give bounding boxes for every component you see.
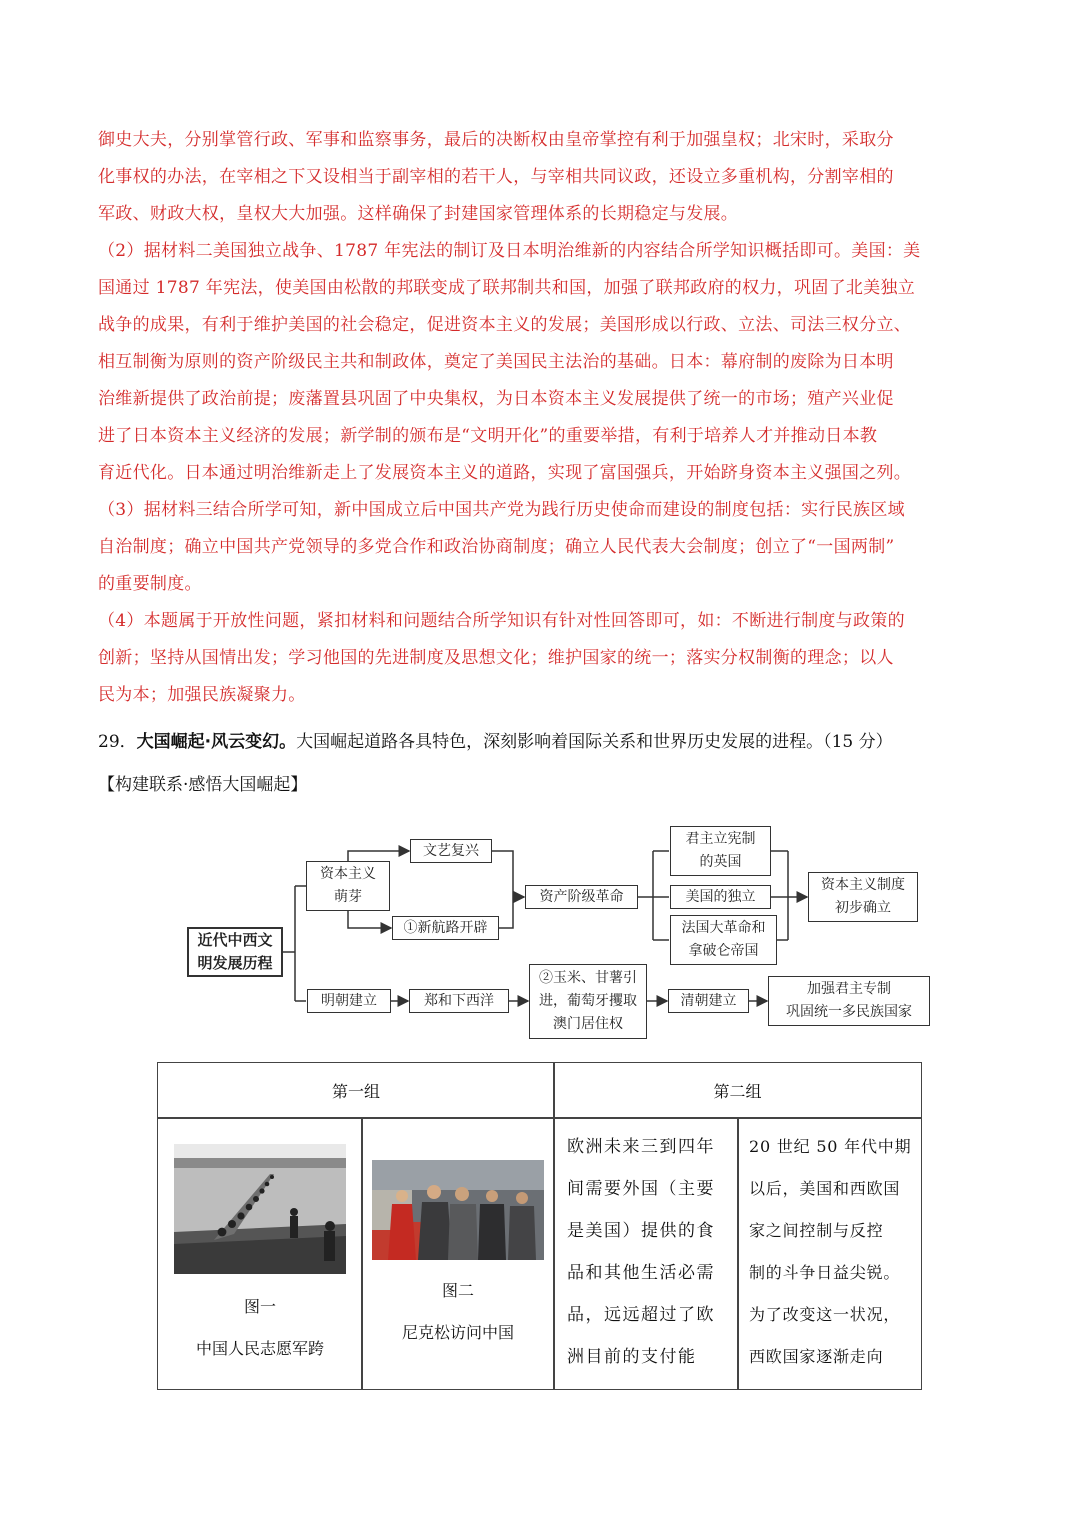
text-line: 制的斗争日益尖锐。 xyxy=(749,1263,901,1282)
text-column-1 xyxy=(567,1126,715,1378)
node-capitalism-sprouts xyxy=(306,861,390,911)
text-line: 家之间控制与反控 xyxy=(749,1221,884,1240)
node-line: 资本主义制度 xyxy=(821,877,905,893)
answer-line: 民为本；加强民族凝聚力。 xyxy=(98,685,306,705)
question-title-rest: 大国崛起道路各具特色，深刻影响着国际关系和世界历史发展的进程。（15 分） xyxy=(296,732,893,752)
diagram-root xyxy=(187,927,283,977)
node-line: 美国的独立 xyxy=(685,888,756,905)
answer-line: 育近代化。日本通过明治维新走上了发展资本主义的道路，实现了富国强兵，开始跻身资本主义强国之列。 xyxy=(98,463,912,483)
fig2-label: 图二 xyxy=(441,1281,474,1300)
node-line: 资本主义 xyxy=(320,866,376,882)
node-line: 法国大革命和 xyxy=(681,920,766,936)
node-crops xyxy=(529,964,647,1039)
node-line: 澳门居住权 xyxy=(553,1016,623,1032)
node-line: ②玉米、甘薯引 xyxy=(539,970,637,986)
answer-line: 战争的成果，有利于维护美国的社会稳定，促进资本主义的发展；美国形成以行政、立法、司法三权分立、 xyxy=(98,315,912,335)
node-line: 文艺复兴 xyxy=(423,842,479,859)
fig2-photo xyxy=(372,1160,544,1260)
node-ming-founded xyxy=(307,989,391,1013)
node-line: 资产阶级革命 xyxy=(539,888,624,905)
node-line: 进，葡萄牙攫取 xyxy=(539,993,637,1009)
question-title xyxy=(98,728,988,756)
fig1-label: 图一 xyxy=(243,1297,276,1316)
group2-header-label: 第二组 xyxy=(713,1082,762,1101)
node-line: 明朝建立 xyxy=(321,992,377,1009)
fig2-caption: 尼克松访问中国 xyxy=(401,1323,514,1342)
text-line: 西欧国家逐渐走向 xyxy=(749,1347,884,1366)
text-line: 品和其他生活必需 xyxy=(567,1263,715,1283)
answer-text xyxy=(98,122,986,714)
text-line: 品，远远超过了欧 xyxy=(567,1305,715,1325)
answer-line: （2）据材料二美国独立战争、1787 年宪法的制订及日本明治维新的内容结合所学知识概括即可。美国：美 xyxy=(98,241,921,261)
answer-line: 御史大夫，分别掌管行政、军事和监察事务，最后的决断权由皇帝掌控有利于加强皇权；北宋时，采取分 xyxy=(98,130,894,150)
node-line: 君主立宪制 xyxy=(685,831,756,847)
text-line: 是美国）提供的食 xyxy=(567,1221,715,1241)
text-column-2 xyxy=(749,1126,911,1378)
node-centralization xyxy=(768,976,930,1026)
answer-line: 国通过 1787 年宪法，使美国由松散的邦联变成了联邦制共和国，加强了联邦政府的权力，巩固了北美独立 xyxy=(98,278,916,298)
text-line: 以后，美国和西欧国 xyxy=(749,1179,901,1198)
node-zheng-he xyxy=(409,989,509,1013)
node-renaissance xyxy=(410,839,492,863)
group1-header-label: 第一组 xyxy=(331,1082,380,1101)
node-line: 清朝建立 xyxy=(680,992,737,1009)
node-us-independence xyxy=(670,885,771,909)
node-qing-founded xyxy=(668,989,749,1013)
answer-line: 的重要制度。 xyxy=(98,574,202,594)
fig2-illustration xyxy=(372,1160,544,1260)
node-line: 巩固统一多民族国家 xyxy=(786,1004,912,1020)
text-line: 欧洲未来三到四年 xyxy=(567,1137,715,1157)
node-bourgeois-revolution xyxy=(525,885,638,909)
node-britain xyxy=(670,826,771,876)
node-line: 加强君主专制 xyxy=(807,981,891,997)
material-table xyxy=(157,1062,922,1390)
text-line: 为了改变这一状况， xyxy=(749,1305,901,1324)
text-line: 间需要外国（主要 xyxy=(567,1179,715,1199)
answer-line: 进了日本资本主义经济的发展；新学制的颁布是“文明开化”的重要举措，有利于培养人才并推动日本教 xyxy=(98,426,878,446)
answer-line: （3）据材料三结合所学可知，新中国成立后中国共产党为践行历史使命而建设的制度包括：实行民族区域 xyxy=(98,500,905,520)
group2-header xyxy=(553,1062,922,1119)
group1-header xyxy=(157,1062,555,1119)
diagram-root-line: 近代中西文 xyxy=(197,931,273,949)
node-line: 郑和下西洋 xyxy=(424,992,494,1009)
node-france xyxy=(670,915,777,965)
text-line: 洲目前的支付能 xyxy=(567,1347,697,1367)
answer-line: 军政、财政大权，皇权大大加强。这样确保了封建国家管理体系的长期稳定与发展。 xyxy=(98,204,739,224)
fig1-illustration xyxy=(174,1144,346,1274)
section-label: 【构建联系·感悟大国崛起】 xyxy=(98,775,308,795)
question-title-bold: 大国崛起·风云变幻。 xyxy=(136,732,297,752)
node-line: 拿破仑帝国 xyxy=(688,943,759,959)
answer-line: 相互制衡为原则的资产阶级民主共和制政体，奠定了美国民主法治的基础。日本：幕府制的废除为日本明 xyxy=(98,352,894,372)
answer-line: 化事权的办法，在宰相之下又设相当于副宰相的若干人，与宰相共同议政，还设立多重机构，分割宰相的 xyxy=(98,167,894,187)
diagram-root-line: 明发展历程 xyxy=(197,954,273,972)
question-number: 29． xyxy=(98,732,137,752)
fig1-photo xyxy=(174,1144,346,1274)
answer-line: （4）本题属于开放性问题，紧扣材料和问题结合所学知识有针对性回答即可，如：不断进行制度与政策的 xyxy=(98,611,905,631)
node-line: ①新航路开辟 xyxy=(403,919,488,936)
answer-line: 治维新提供了政治前提；废藩置县巩固了中央集权，为日本资本主义发展提供了统一的市场；殖产兴业促 xyxy=(98,389,894,409)
node-new-route xyxy=(392,916,499,940)
node-line: 的英国 xyxy=(699,854,742,870)
node-capitalist-system xyxy=(808,872,918,922)
answer-line: 创新；坚持从国情出发；学习他国的先进制度及思想文化；维护国家的统一；落实分权制衡的理念；以人 xyxy=(98,648,894,668)
answer-line: 自治制度；确立中国共产党领导的多党合作和政治协商制度；确立人民代表大会制度；创立了“一国两制” xyxy=(98,537,895,557)
text-line: 20 世纪 50 年代中期 xyxy=(749,1137,912,1156)
node-line: 初步确立 xyxy=(835,900,891,916)
node-line: 萌芽 xyxy=(334,889,362,905)
fig1-caption: 中国人民志愿军跨 xyxy=(195,1339,324,1358)
